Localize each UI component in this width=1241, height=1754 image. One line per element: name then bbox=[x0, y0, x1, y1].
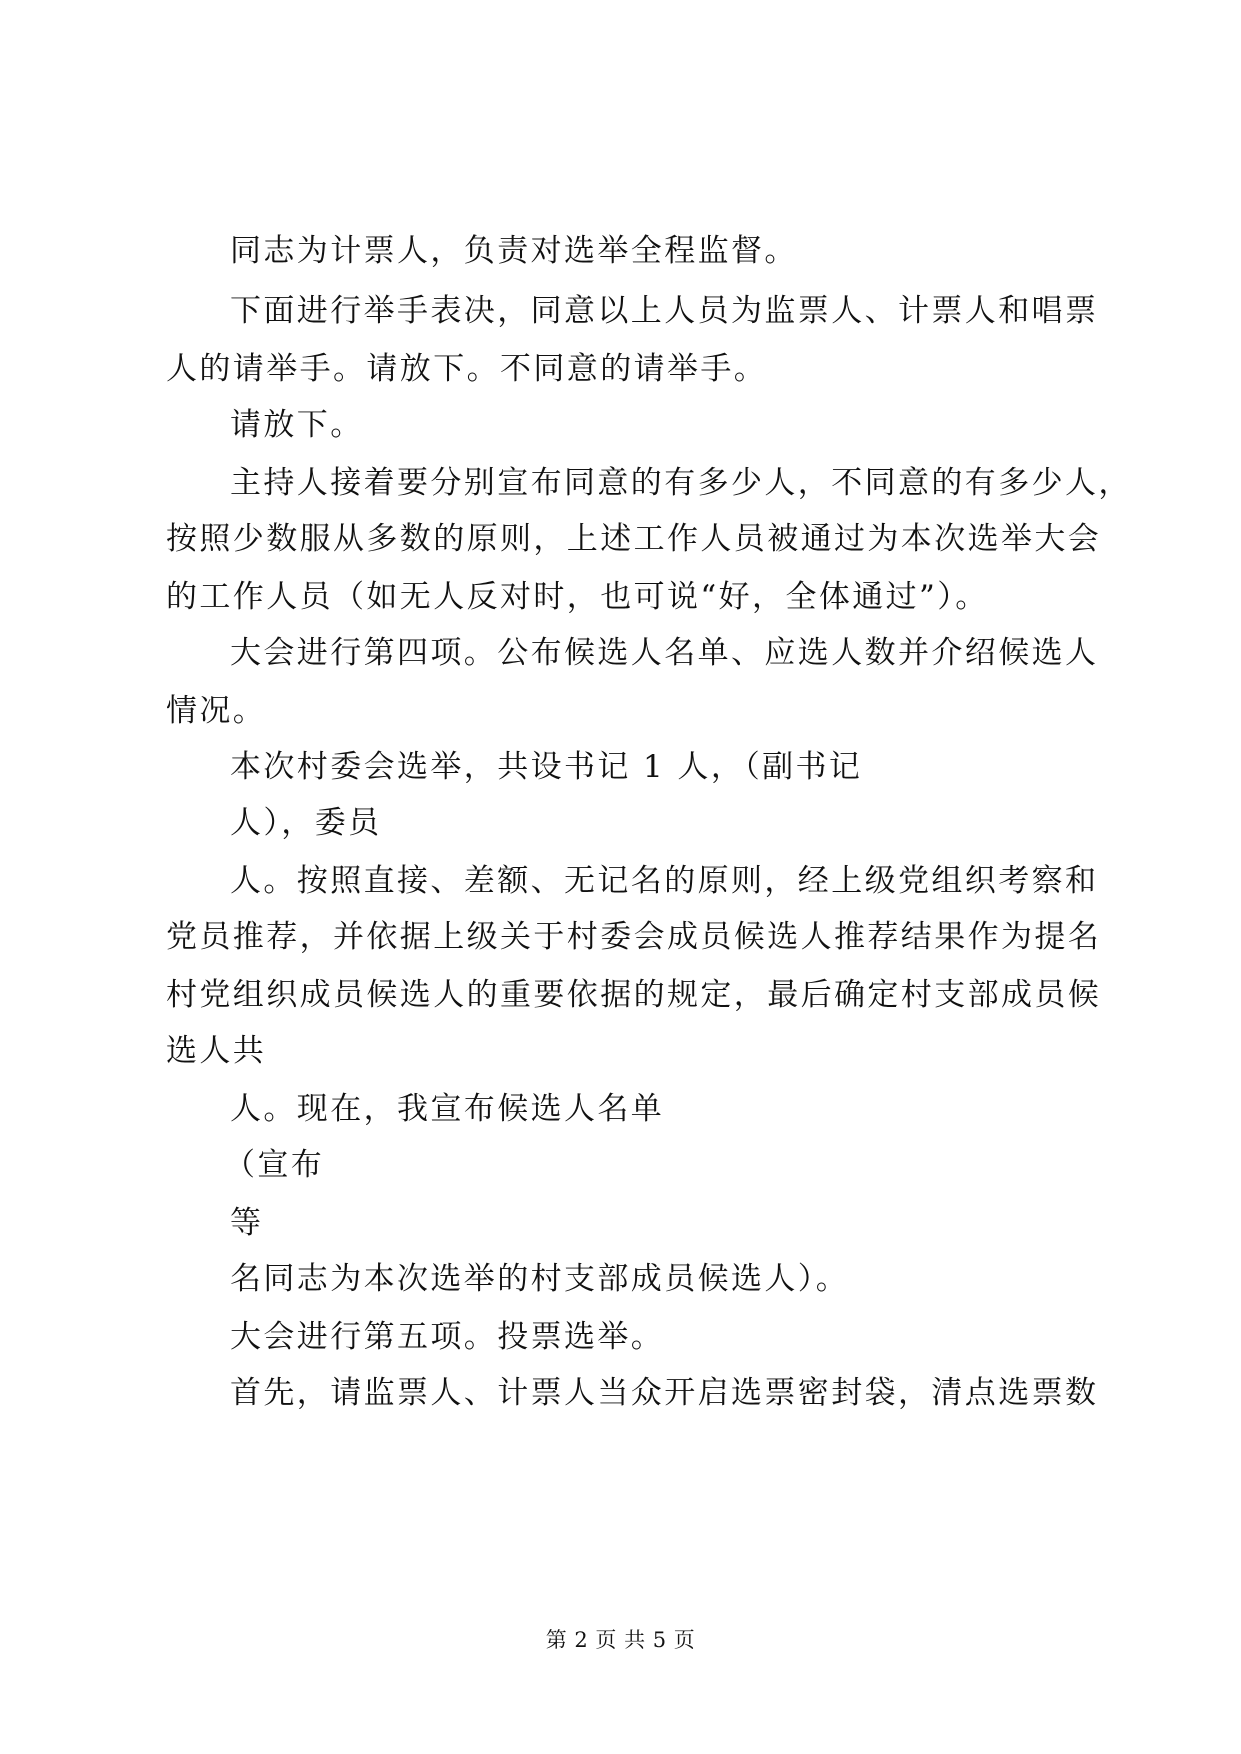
text-line: 按照少数服从多数的原则，上述工作人员被通过为本次选举大会 bbox=[166, 521, 1102, 557]
text-line: 党员推荐，并依据上级关于村委会成员候选人推荐结果作为提名 bbox=[166, 919, 1102, 955]
text-line: 首先，请监票人、计票人当众开启选票密封袋，清点选票数 bbox=[230, 1375, 1099, 1411]
text-line: 同志为计票人，负责对选举全程监督。 bbox=[230, 233, 798, 269]
text-line: （宣布 bbox=[224, 1147, 325, 1183]
text-line: 大会进行第四项。公布候选人名单、应选人数并介绍候选人 bbox=[230, 635, 1099, 671]
text-line: 村党组织成员候选人的重要依据的规定，最后确定村支部成员候 bbox=[166, 977, 1102, 1013]
text-line: 人。现在，我宣布候选人名单 bbox=[230, 1091, 665, 1127]
text-line: 等 bbox=[230, 1205, 264, 1241]
text-line: 情况。 bbox=[166, 693, 267, 729]
text-line: 选人共 bbox=[166, 1033, 267, 1069]
text-line: 大会进行第五项。投票选举。 bbox=[230, 1319, 665, 1355]
text-line: 名同志为本次选举的村支部成员候选人）。 bbox=[230, 1261, 850, 1297]
page-number-footer: 第 2 页 共 5 页 bbox=[545, 1628, 696, 1652]
text-line: 的工作人员（如无人反对时，也可说“好，全体通过”）。 bbox=[166, 579, 989, 615]
text-line: 主持人接着要分别宣布同意的有多少人，不同意的有多少人， bbox=[230, 465, 1132, 501]
text-line: 请放下。 bbox=[230, 407, 364, 443]
text-line: 人），委员 bbox=[230, 805, 382, 841]
text-line: 本次村委会选举，共设书记 1 人，（副书记 bbox=[230, 749, 863, 785]
text-line: 人。按照直接、差额、无记名的原则，经上级党组织考察和 bbox=[230, 863, 1099, 899]
text-line: 人的请举手。请放下。不同意的请举手。 bbox=[166, 351, 768, 387]
text-line: 下面进行举手表决，同意以上人员为监票人、计票人和唱票 bbox=[230, 293, 1099, 329]
